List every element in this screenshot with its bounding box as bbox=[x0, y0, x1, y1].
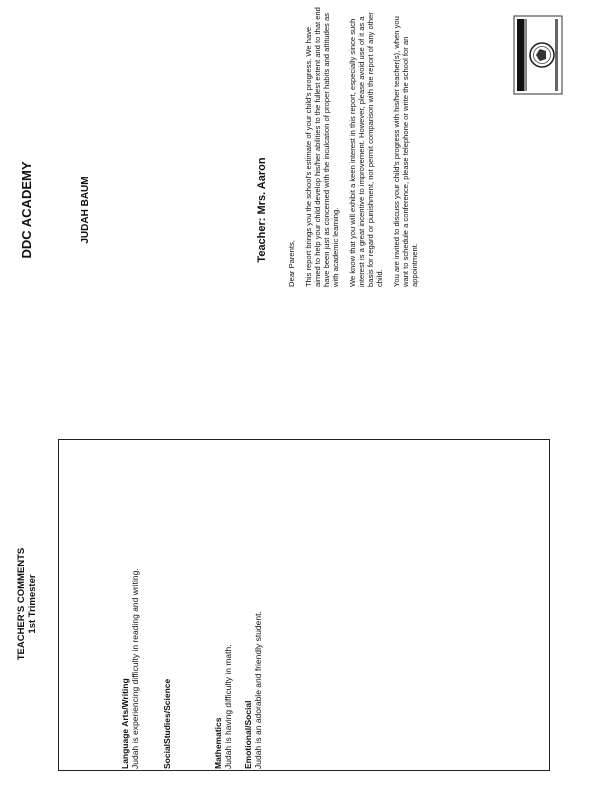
teacher-name: Teacher: Mrs. Aaron bbox=[256, 157, 268, 263]
comments-panel bbox=[0, 400, 600, 800]
comment-text: Judah is having difficulty in math. bbox=[223, 644, 233, 769]
comment-heading: Emotional/Social bbox=[243, 700, 253, 769]
school-seal-logo bbox=[513, 15, 563, 95]
comment-mathematics bbox=[213, 449, 233, 769]
parent-letter bbox=[287, 7, 427, 287]
comment-heading: Mathematics bbox=[213, 717, 223, 769]
student-name: JUDAH BAUM bbox=[80, 176, 91, 244]
seal-icon bbox=[513, 15, 563, 95]
comment-language-arts bbox=[120, 449, 140, 769]
letter-paragraph: This report brings you the school's estimate of your child's progress. We have aimed to help your child develop his/her abilities to the fullest extent and to that end have been just as concerned with the inculcation of proper habits and attitudes as with academic learning. bbox=[304, 7, 340, 287]
letter-greeting: Dear Parents, bbox=[287, 240, 296, 287]
letter-paragraph: We know that you will exhibit a keen interest in this report, especially since such interest is a great incentive to improvement. However, please avoid use of it as a basis for regard or punishment, not permit comparison with the report of any other child. bbox=[348, 12, 384, 287]
comments-term: 1st Trimester bbox=[27, 574, 38, 634]
comments-title: TEACHER'S COMMENTS bbox=[16, 547, 27, 661]
letter-paragraph: You are invited to discuss your child's progress with his/her teacher(s), when you want to schedule a conference, please telephone or write the school for an appointment. bbox=[392, 16, 419, 287]
comment-heading: Language Arts/Writing bbox=[120, 678, 130, 769]
school-name: DDC ACADEMY bbox=[19, 161, 34, 259]
comment-emotional-social bbox=[243, 449, 263, 769]
comment-heading: SocialStudies/Science bbox=[162, 678, 172, 769]
comments-heading bbox=[16, 438, 38, 770]
comment-social-studies bbox=[162, 449, 172, 769]
comment-text: Judah is an adorable and friendly student. bbox=[253, 611, 263, 769]
comment-text: Judah is experiencing difficulty in reading and writing. bbox=[130, 568, 140, 769]
